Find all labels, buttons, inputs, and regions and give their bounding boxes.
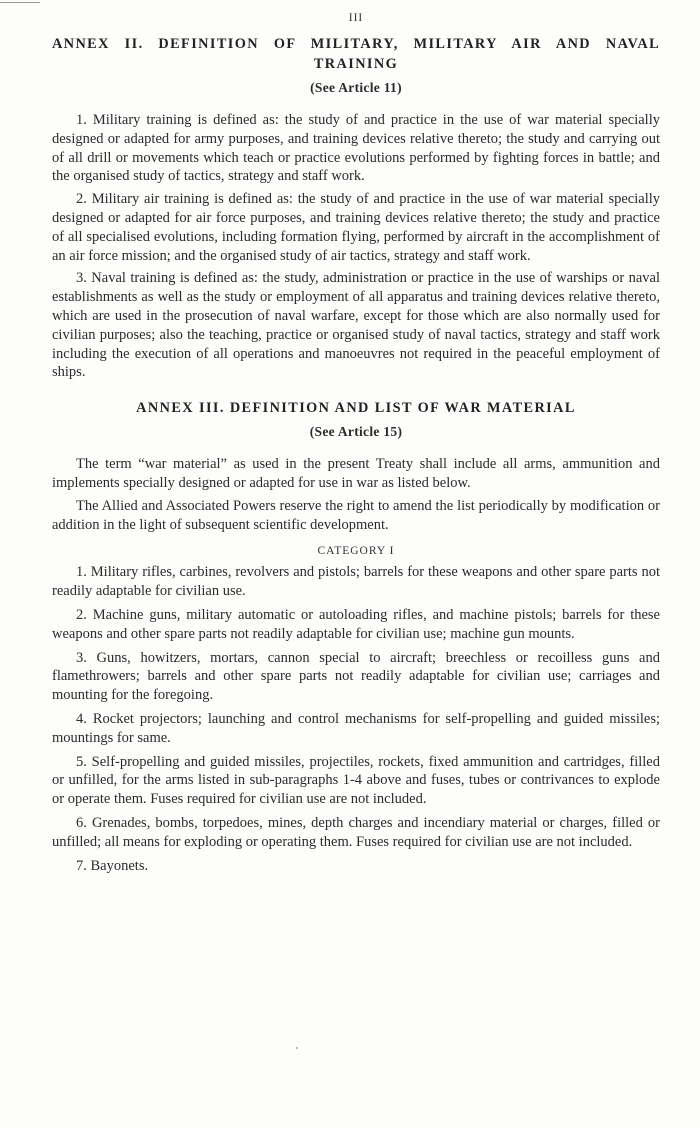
annex-2-body <box>52 111 660 382</box>
list-item: 1. Military rifles, carbines, revolvers and pistols; barrels for these weapons and other spare parts not readily adaptable for civilian use. <box>52 564 660 600</box>
annex-3-section <box>52 398 660 875</box>
paragraph: 1. Military training is defined as: the study of and practice in the use of war material specially designed or adapted for army purposes, and training devices relative thereto; the study and carrying out of all drill or movements which teach or practice evolutions performed by fighting forces in battle; and the organised study of tactics, strategy and staff work. <box>52 112 660 185</box>
paragraph: 2. Military air training is defined as: the study of and practice in the use of war material specially designed or adapted for air force purposes, and training devices relative thereto; the study and practice of all specialised evolutions, including formation flying, performed by aircraft in the accomplishment of an air force mission; and the organised study of air tactics, strategy and staff work. <box>52 191 660 264</box>
annex-3-article-ref: (See Article 15) <box>309 424 403 440</box>
corner-rule <box>0 2 40 3</box>
annex-3-intro <box>52 455 660 534</box>
paragraph: The Allied and Associated Powers reserve the right to amend the list periodically by modification or addition in the light of subsequent scientific development. <box>52 497 660 533</box>
list-item: 3. Guns, howitzers, mortars, cannon special to aircraft; breechless or recoilless guns and flamethrowers; barrels and other spare parts not readily adaptable for civilian use; carriages and mounting for the foregoing. <box>52 649 660 704</box>
list-item: 4. Rocket projectors; launching and control mechanisms for self-propelling and guided missiles; mountings for same. <box>52 710 660 746</box>
list-item: 2. Machine guns, military automatic or autoloading rifles, and machine pistols; barrels for these weapons and other spare parts not readily adaptable for civilian use; machine gun mounts. <box>52 606 660 642</box>
annex-2-section <box>52 34 660 382</box>
annex-2-title: ANNEX II. DEFINITION OF MILITARY, MILITARY AIR AND NAVAL TRAINING <box>52 36 660 72</box>
category-items <box>52 563 660 875</box>
list-item: 5. Self-propelling and guided missiles, projectiles, rockets, fixed ammunition and cartridges, filled or unfilled, for the arms listed in sub-paragraphs 1-4 above and fuses, tubes or contrivances to explode or operate them. Fuses required for civilian use are not included. <box>52 753 660 808</box>
category-heading: CATEGORY I <box>317 545 395 558</box>
print-speck <box>296 1047 298 1049</box>
list-item: 6. Grenades, bombs, torpedoes, mines, depth charges and incendiary material or charges, filled or unfilled; all means for exploding or operating them. Fuses required for civilian use are not included. <box>52 814 660 850</box>
list-item: 7. Bayonets. <box>76 857 149 874</box>
document-page <box>52 0 660 875</box>
paragraph: The term “war material” as used in the present Treaty shall include all arms, ammunition and implements specially designed or adapted for use in war as listed below. <box>52 456 660 491</box>
annex-3-title: ANNEX III. DEFINITION AND LIST OF WAR MATERIAL <box>136 400 576 417</box>
annex-2-article-ref: (See Article 11) <box>310 80 402 95</box>
paragraph: 3. Naval training is defined as: the study, administration or practice in the use of warships or naval establishments as well as the study or employment of all apparatus and training devices relative thereto, which are used in the prosecution of naval warfare, except for those which are also normally used for civilian purposes; also the teaching, practice or organised study of naval tactics, strategy and staff work including the execution of all operations and manoeuvres not required in the peaceful employment of ships. <box>52 270 660 381</box>
page-number: III <box>348 12 364 24</box>
